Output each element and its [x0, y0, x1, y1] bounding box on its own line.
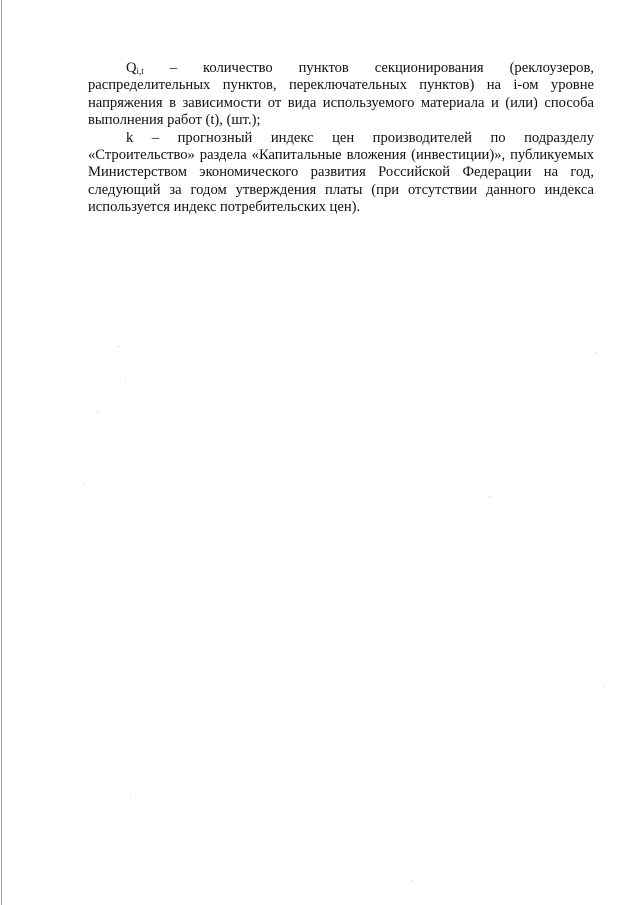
definition-k [88, 130, 594, 217]
symbol-q: Q [126, 60, 137, 76]
scan-speck [489, 496, 490, 497]
scan-speck [596, 352, 597, 353]
document-body [88, 60, 594, 217]
definition-q-text: – количество пунктов секционирования (реклоузеров, распределительных пунктов, переключательных пунктов) на i-ом уровне напряжения в зависимости от вида используемого материала и (или) способа выполнения работ (t), (шт.); [88, 60, 594, 129]
scan-speck [125, 378, 126, 379]
definition-k-text: – прогнозный индекс цен производителей по подразделу «Строительство» раздела «Капитальные вложения (инвестиции)», публикуемых Министерством экономического развития Российской Федерации на год, следующий за годом утверждения платы (при отсутствии данного индекса используется индекс потребительских цен). [88, 129, 594, 216]
symbol-k: k [126, 129, 134, 146]
scan-speck [83, 484, 84, 485]
scan-speck [97, 412, 98, 413]
scan-speck [118, 346, 119, 347]
symbol-q-subscript: i,t [136, 66, 144, 76]
scan-speck [130, 794, 131, 795]
scan-edge-line [1, 0, 2, 905]
definition-q [88, 60, 594, 130]
scan-speck [604, 686, 605, 687]
scan-speck [412, 880, 413, 881]
